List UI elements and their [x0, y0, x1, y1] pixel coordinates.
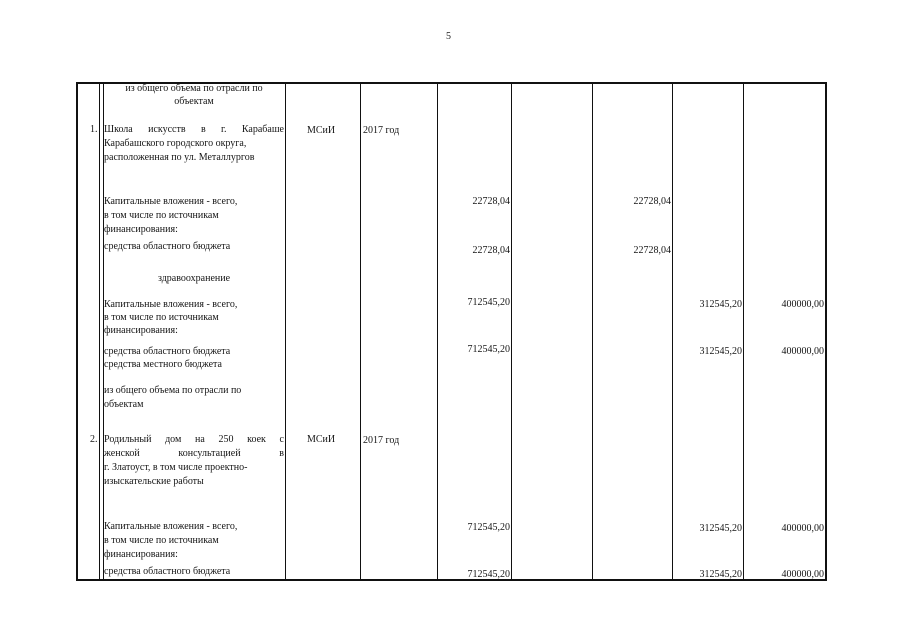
column-divider-period	[437, 82, 438, 581]
health-investments-line1: Капитальные вложения - всего,	[104, 299, 238, 310]
column-divider-col3	[672, 82, 673, 581]
column-divider-col2	[592, 82, 593, 581]
maternity-name-line4: изыскательские работы	[104, 476, 204, 487]
school-name-line2: Карабашского городского округа,	[104, 138, 247, 149]
health-investments-col4: 312545,20	[699, 299, 742, 310]
health-investments-line2: в том числе по источникам	[104, 312, 219, 323]
school-regional-label: средства областного бюджета	[104, 241, 231, 252]
table-border-left	[76, 82, 78, 581]
maternity-investments-col4: 312545,20	[699, 523, 742, 534]
maternity-name-line1: Родильный дом на 250 коек с	[104, 434, 284, 445]
maternity-regional-label: средства областного бюджета	[104, 566, 231, 577]
health-investments-line3: финансирования:	[104, 325, 178, 336]
maternity-period: 2017 год	[363, 435, 400, 446]
maternity-investments-line3: финансирования:	[104, 549, 178, 560]
health-regional-label: средства областного бюджета	[104, 346, 231, 357]
school-investments-line1: Капитальные вложения - всего,	[104, 196, 238, 207]
school-investments-line2: в том числе по источникам	[104, 210, 219, 221]
health-investments-total: 712545,20	[467, 297, 510, 308]
school-name-line3: расположенная по ул. Металлургов	[104, 152, 255, 163]
maternity-name-line3: г. Златоуст, в том числе проектно-	[104, 462, 248, 473]
health-local-label: средства местного бюджета	[104, 359, 222, 370]
health-investments-col5: 400000,00	[781, 299, 824, 310]
school-investments-total: 22728,04	[472, 196, 510, 207]
maternity-regional-col4: 312545,20	[699, 569, 742, 580]
maternity-regional-total: 712545,20	[467, 569, 510, 580]
maternity-investments-line2: в том числе по источникам	[104, 535, 219, 546]
school-investments-line3: финансирования:	[104, 224, 178, 235]
health-regional-total: 712545,20	[467, 344, 510, 355]
maternity-investments-total: 712545,20	[467, 522, 510, 533]
maternity-name-line2: женской консультацией в	[104, 448, 284, 459]
objects-header2-line1: из общего объема по отрасли по	[104, 385, 242, 396]
school-regional-col3: 22728,04	[633, 245, 671, 256]
school-customer: МСиИ	[307, 125, 336, 136]
maternity-investments-col5: 400000,00	[781, 523, 824, 534]
maternity-regional-col5: 400000,00	[781, 569, 824, 580]
row-index-1: 1.	[90, 124, 98, 135]
column-divider-index	[99, 82, 100, 581]
objects-header-line2: объектам	[174, 96, 214, 107]
school-period: 2017 год	[363, 125, 400, 136]
school-investments-col3: 22728,04	[633, 196, 671, 207]
column-divider-col4	[743, 82, 744, 581]
section-health-heading: здравоохранение	[157, 273, 231, 284]
health-regional-col4: 312545,20	[699, 346, 742, 357]
maternity-investments-line1: Капитальные вложения - всего,	[104, 521, 238, 532]
page-number: 5	[446, 31, 451, 42]
column-divider-name	[285, 82, 286, 581]
column-divider-customer	[360, 82, 361, 581]
objects-header2-line2: объектам	[104, 399, 144, 410]
row-index-2: 2.	[90, 434, 98, 445]
objects-header-line1: из общего объема по отрасли по	[125, 83, 263, 94]
health-regional-col5: 400000,00	[781, 346, 824, 357]
column-divider-total	[511, 82, 512, 581]
investment-table	[76, 82, 826, 581]
school-regional-total: 22728,04	[472, 245, 510, 256]
school-name-line1: Школа искусств в г. Карабаше	[104, 124, 284, 135]
table-border-right	[825, 82, 827, 581]
maternity-customer: МСиИ	[307, 434, 336, 445]
